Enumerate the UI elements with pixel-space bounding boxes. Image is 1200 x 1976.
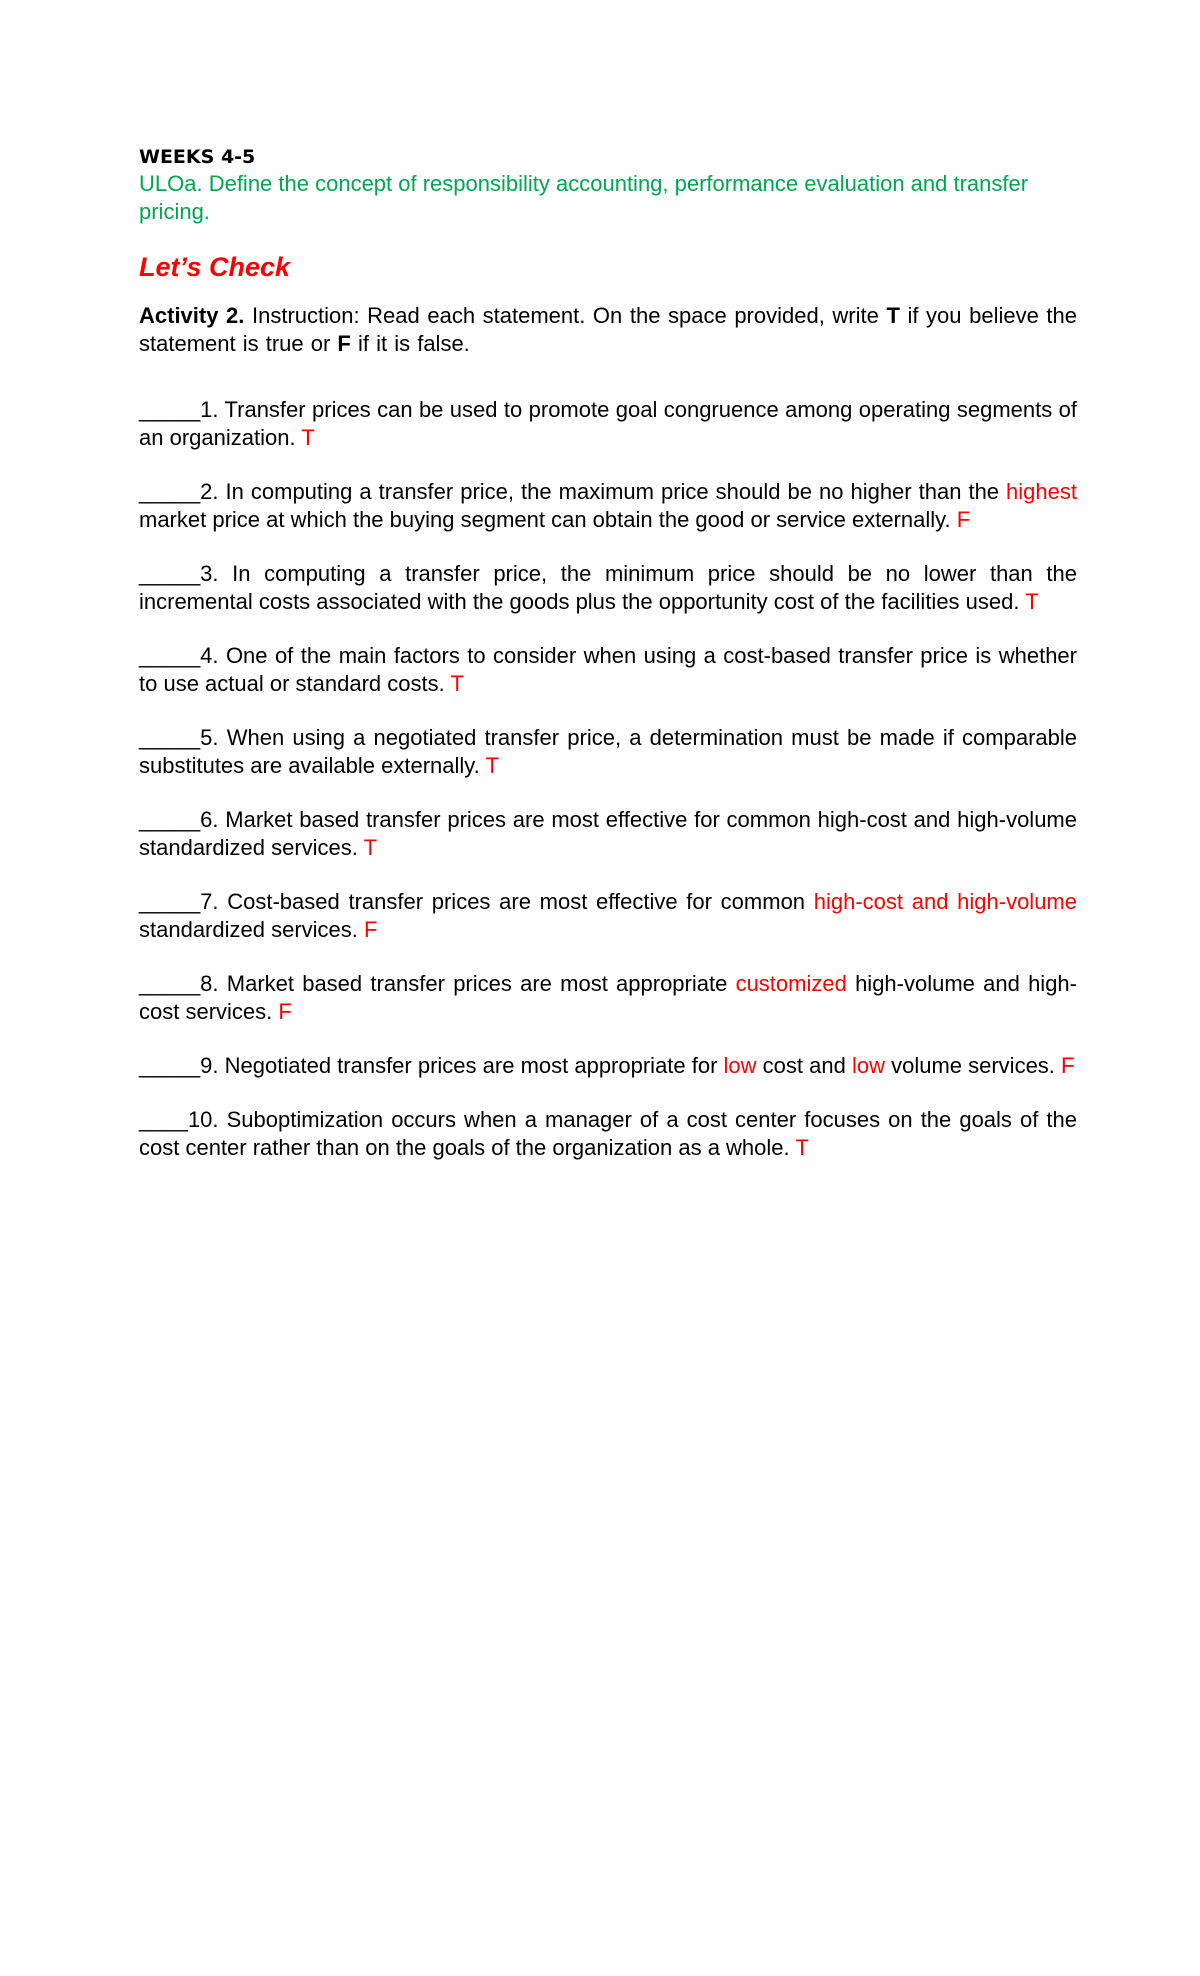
answer-highlight: F [956,507,971,532]
answer-highlight: high-cost and high-volume [813,889,1077,914]
statement-item [139,1106,1077,1162]
statement-text: _____1. Transfer prices can be used to promote goal congruence among operating segments of an organization. [139,397,1077,450]
answer-highlight: low [851,1053,885,1078]
instruction-text-3: if it is false. [350,331,470,356]
answer-highlight: T [363,835,378,860]
statement-item [139,396,1077,452]
statement-item [139,642,1077,698]
answer-highlight: T [795,1135,809,1160]
answer-highlight: T [450,671,464,696]
statement-text: _____5. When using a negotiated transfer price, a determination must be made if comparable substitutes are available externally. [139,725,1077,778]
answer-highlight: T [485,753,499,778]
instruction-true-letter: T [886,303,900,328]
learning-objective: ULOa. Define the concept of responsibility accounting, performance evaluation and transfer pricing. [139,171,1029,224]
activity-instruction [139,302,1077,358]
statement-text: _____8. Market based transfer prices are most appropriate [139,971,736,996]
section-title: Let’s Check [139,252,291,282]
document-page [139,144,1077,1188]
answer-highlight: T [1025,589,1039,614]
instruction-text-1: Instruction: Read each statement. On the space provided, write [244,303,887,328]
answer-highlight: F [278,999,292,1024]
statement-text: volume services. [884,1053,1062,1078]
answer-highlight: F [364,917,378,942]
answer-highlight: highest [1006,479,1077,504]
activity-label: Activity 2. [139,303,245,328]
statement-text: _____2. In computing a transfer price, the maximum price should be no higher than the [139,479,1007,504]
statement-item [139,478,1077,534]
answer-highlight: T [301,425,315,450]
answer-highlight: customized [735,971,847,996]
statement-list [139,396,1077,1162]
statement-item [139,560,1077,616]
statement-text: ____10. Suboptimization occurs when a manager of a cost center focuses on the goals of the cost center rather than on the goals of the organization as a whole. [139,1107,1077,1160]
statement-item [139,888,1077,944]
statement-item [139,806,1077,862]
statement-text: market price at which the buying segment can obtain the good or service externally. [139,507,957,532]
statement-text: _____3. In computing a transfer price, the minimum price should be no lower than the incremental costs associated with the goods plus the opportunity cost of the facilities used. [139,561,1077,614]
statement-item [139,970,1077,1026]
statement-text: standardized services. [139,917,364,942]
statement-item [139,724,1077,780]
statement-item [139,1052,1077,1080]
statement-text: _____7. Cost-based transfer prices are most effective for common [139,889,814,914]
statement-text: _____6. Market based transfer prices are most effective for common high-cost and high-volume standardized services. [139,807,1077,860]
instruction-text-2: if you believe the statement is true or [139,303,1077,356]
instruction-false-letter: F [337,331,351,356]
statement-text: _____9. Negotiated transfer prices are most appropriate for [139,1053,724,1078]
statement-text: high-volume and high-cost services. [139,971,1077,1024]
statement-text: _____4. One of the main factors to consider when using a cost-based transfer price is whether to use actual or standard costs. [139,643,1077,696]
answer-highlight: low [723,1053,757,1078]
weeks-heading: WEEKS 4-5 [139,146,256,168]
statement-text: cost and [756,1053,852,1078]
answer-highlight: F [1061,1053,1075,1078]
